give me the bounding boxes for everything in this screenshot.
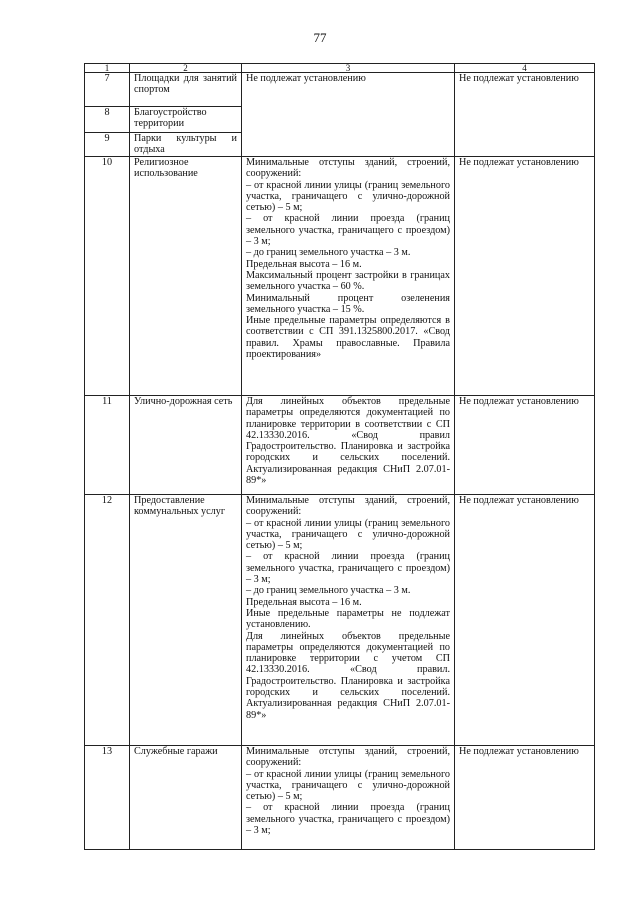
parameter-line: – от красной линии проезда (границ земельного участка, граничащего с проездом) – 3 м; — [246, 551, 450, 586]
row-number: 10 — [85, 157, 130, 396]
parameter-line: – до границ земельного участка – 3 м. — [246, 247, 411, 259]
parameter-line: Для линейных объектов предельные параметры определяются документацией по планировке территории в соответствии с СП 42.13330.2016. «Свод правил Градостроительство. Планировка и застройка городских и сельских поселений. Актуализированная редакция СНиП 2.07.01-89*» — [246, 396, 450, 487]
parameter-line: – до границ земельного участка – 3 м. — [246, 585, 411, 597]
zoning-table — [84, 63, 595, 850]
row-number: 11 — [85, 396, 130, 495]
parameter-line: – от красной линии проезда (границ земельного участка, граничащего с проездом) – 3 м; — [246, 802, 450, 837]
use-type-name: Площадки для занятий спортом — [130, 73, 242, 107]
row-number: 8 — [85, 107, 130, 133]
limits-cell: Не подлежат установлению — [455, 73, 595, 157]
use-type-name: Служебные гаражи — [130, 746, 242, 850]
table-row — [85, 396, 595, 495]
use-type-name: Улично-дорожная сеть — [130, 396, 242, 495]
row-number: 12 — [85, 495, 130, 746]
limits-cell: Не подлежат установлению — [455, 157, 595, 396]
table-row — [85, 495, 595, 746]
parameter-line: – от красной линии улицы (границ земельного участка, граничащего с улично-дорожной сетью) – 5 м; — [246, 768, 450, 803]
limits-cell: Не подлежат установлению — [455, 495, 595, 746]
parameter-line: – от красной линии проезда (границ земельного участка, граничащего с проездом) – 3 м; — [246, 213, 450, 248]
column-number: 1 — [85, 64, 130, 73]
parameters-cell — [242, 396, 455, 495]
column-number: 3 — [242, 64, 455, 73]
use-type-name: Благоустройство территории — [130, 107, 242, 133]
column-numbers-row — [85, 64, 595, 73]
parameter-line: Иные предельные параметры определяются в соответствии с СП 391.1325800.2017. «Свод правил. Храмы православные. Правила проектирования» — [246, 315, 450, 361]
parameter-line: Иные предельные параметры не подлежат установлению. — [246, 607, 450, 631]
use-type-name: Предоставление коммунальных услуг — [130, 495, 242, 746]
limits-cell: Не подлежат установлению — [455, 396, 595, 495]
parameters-cell — [242, 157, 455, 396]
column-number: 4 — [455, 64, 595, 73]
row-number: 9 — [85, 133, 130, 157]
parameter-line: Для линейных объектов предельные параметры определяются документацией по планировке территории с учетом СП 42.13330.2016. «Свод правил. Градостроительство. Планировка и застройка городских и сельских поселений. Актуализированная редакция СНиП 2.07.01-89*» — [246, 630, 450, 721]
parameters-cell: Не подлежат установлению — [242, 73, 455, 157]
parameter-line: Минимальные отступы зданий, строений, сооружений: — [246, 495, 450, 518]
parameter-line: Минимальный процент озеленения земельного участка – 15 %. — [246, 292, 450, 315]
use-type-name: Религиозное использование — [130, 157, 242, 396]
page-number: 77 — [313, 30, 327, 45]
row-number: 13 — [85, 746, 130, 850]
row-number: 7 — [85, 73, 130, 107]
use-type-name: Парки культуры и отдыха — [130, 133, 242, 157]
column-number: 2 — [130, 64, 242, 73]
parameters-cell — [242, 495, 455, 746]
parameter-line: Минимальные отступы зданий, строений, сооружений: — [246, 746, 450, 769]
limits-cell: Не подлежат установлению — [455, 746, 595, 850]
parameter-line: Предельная высота – 16 м. — [246, 258, 362, 270]
parameter-line: – от красной линии улицы (границ земельного участка, граничащего с улично-дорожной сетью) – 5 м; — [246, 179, 450, 214]
table-row — [85, 746, 595, 850]
parameter-line: Предельная высота – 16 м. — [246, 596, 362, 608]
parameters-cell — [242, 746, 455, 850]
table-row — [85, 73, 595, 107]
parameter-line: Максимальный процент застройки в границах земельного участка – 60 %. — [246, 269, 450, 293]
parameter-line: Минимальные отступы зданий, строений, сооружений: — [246, 157, 450, 180]
table-row — [85, 157, 595, 396]
parameter-line: – от красной линии улицы (границ земельного участка, граничащего с улично-дорожной сетью) – 5 м; — [246, 517, 450, 552]
